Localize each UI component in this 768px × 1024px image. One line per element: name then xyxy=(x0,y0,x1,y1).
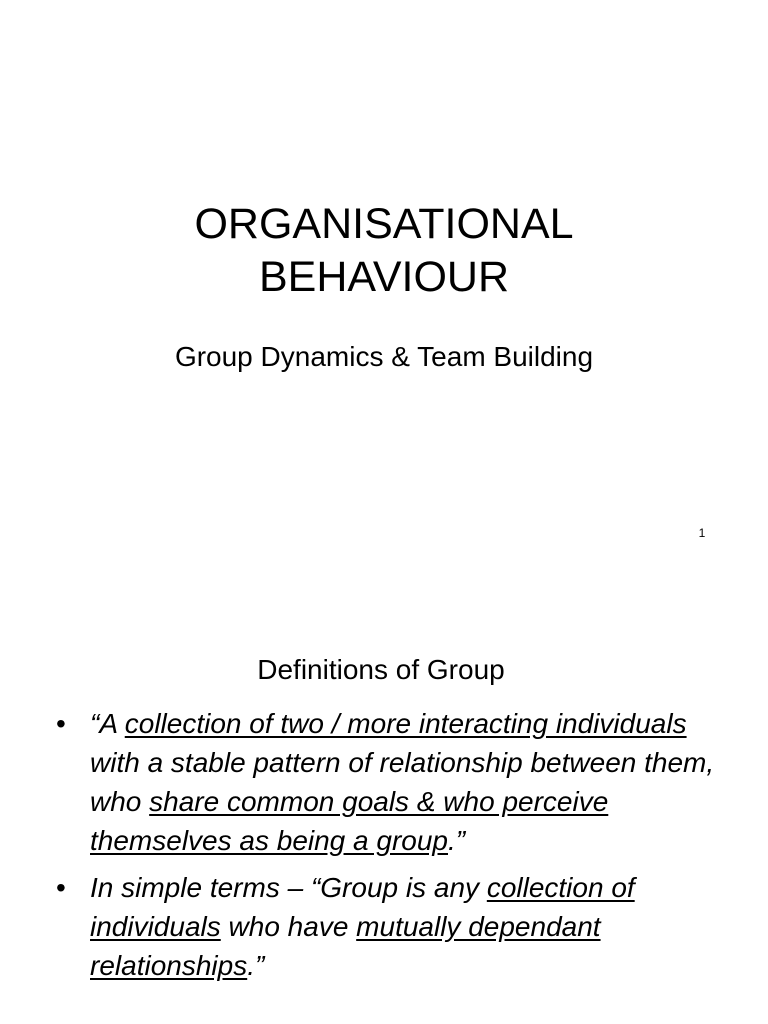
slide-heading: Definitions of Group xyxy=(257,654,505,685)
underlined-phrase: collection of two / more interacting individuals xyxy=(124,708,687,739)
slide-subtitle: Group Dynamics & Team Building xyxy=(174,341,594,372)
title-line-1: ORGANISATIONAL xyxy=(194,200,574,248)
bullet-icon: • xyxy=(56,872,66,903)
bullet-text: “A xyxy=(90,708,125,739)
underlined-phrase: collection of individuals xyxy=(90,872,635,942)
definitions-slide xyxy=(0,576,768,1024)
underlined-phrase: share common goals & who perceive themselves as being a group xyxy=(90,786,609,856)
bullet-list xyxy=(56,704,728,993)
bullet-text: .” xyxy=(448,825,466,856)
bullet-item xyxy=(56,704,728,860)
page-number: 1 xyxy=(698,526,706,540)
slide-title xyxy=(0,198,768,304)
bullet-item xyxy=(56,868,728,985)
bullet-icon: • xyxy=(56,708,66,739)
underlined-phrase: mutually dependant relationships xyxy=(90,911,601,981)
bullet-text: .” xyxy=(247,950,265,981)
bullet-text: who have xyxy=(220,911,357,942)
title-line-2: BEHAVIOUR xyxy=(258,253,510,301)
bullet-text: with a stable pattern of relationship between them, who xyxy=(90,747,715,817)
bullet-text: In simple terms – “Group is any xyxy=(90,872,487,903)
